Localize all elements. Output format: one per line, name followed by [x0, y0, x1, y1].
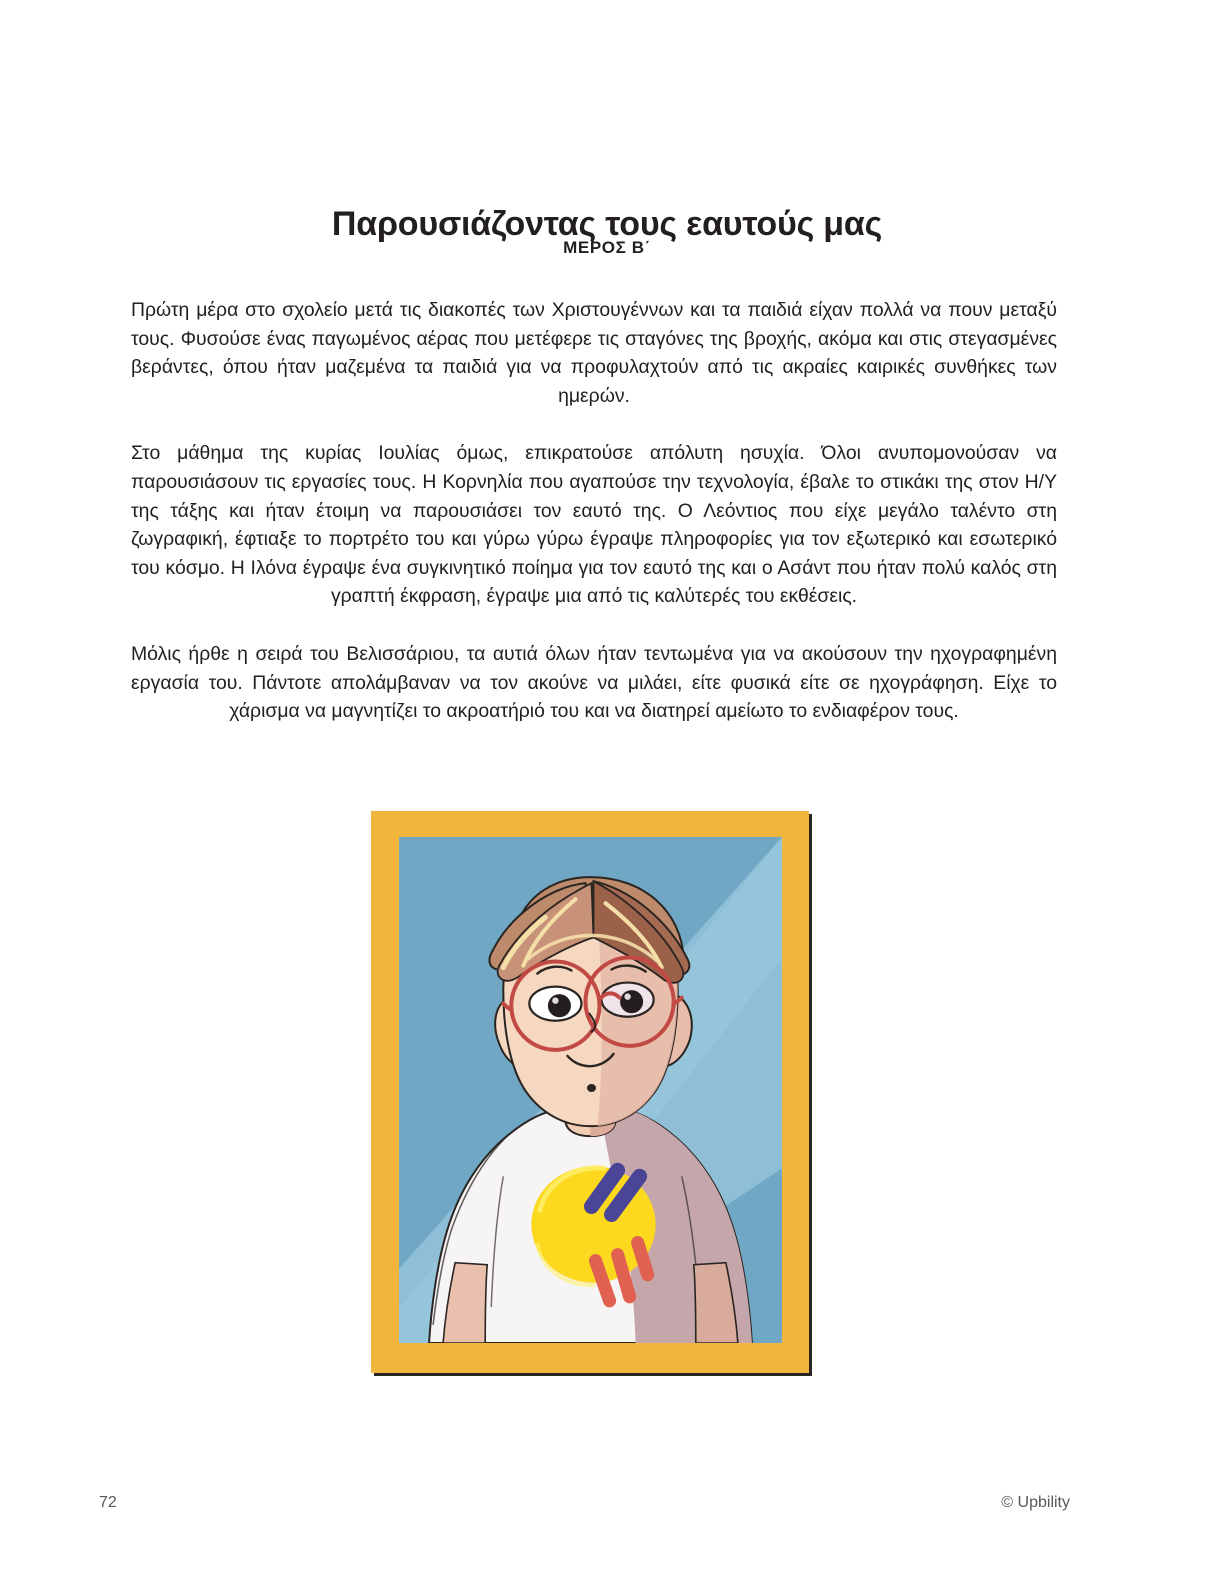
- boy-portrait-illustration: [399, 837, 782, 1343]
- illustration-framed-portrait: [371, 811, 809, 1373]
- picture-canvas: [399, 837, 782, 1343]
- picture-frame: [371, 811, 809, 1373]
- page-title: Παρουσιάζοντας τους εαυτούς μας: [331, 204, 883, 243]
- body-text: [131, 296, 1057, 726]
- page-subtitle: ΜΕΡΟΣ Β΄: [563, 238, 651, 257]
- paragraph: Μόλις ήρθε η σειρά του Βελισσάριου, τα αυτιά όλων ήταν τεντωμένα για να ακούσουν την ηχογραφημένη εργασία του. Πάντοτε απολάμβαναν να τον ακούνε να μιλάει, είτε φυσικά είτε σε ηχογράφηση. Είχε το χάρισμα να μαγνητίζει το ακροατήριό του και να διατηρεί αμείωτο το ενδιαφέρον τους.: [131, 642, 1057, 723]
- footer-page-number: 72: [99, 1494, 117, 1511]
- footer-copyright: © Upbility: [1001, 1494, 1070, 1511]
- paragraph: Στο μάθημα της κυρίας Ιουλίας όμως, επικρατούσε απόλυτη ησυχία. Όλοι ανυπομονούσαν να παρουσιάσουν τις εργασίες τους. Η Κορνηλία που αγαπούσε την τεχνολογία, έβαλε το στικάκι της στον Η/Υ της τάξης και ήταν έτοιμη να παρουσιάσει τον εαυτό της. Ο Λεόντιος που είχε μεγάλο ταλέντο στη ζωγραφική, έφτιαξε το πορτρέτο του και γύρω γύρω έγραψε πληροφορίες για τον εξωτερικό και εσωτερικό του κόσμο. Η Ιλόνα έγραψε ένα συγκινητικό ποίημα για τον εαυτό της και ο Ασάντ που ήταν πολύ καλός στη γραπτή έκφραση, έγραψε μια από τις καλύτερές του εκθέσεις.: [131, 442, 1057, 608]
- paragraph: Πρώτη μέρα στο σχολείο μετά τις διακοπές των Χριστουγέννων και τα παιδιά είχαν πολλά να πουν μεταξύ τους. Φυσούσε ένας παγωμένος αέρας που μετέφερε τις σταγόνες της βροχής, ακόμα και στις στεγασμένες βεράντες, όπου ήταν μαζεμένα τα παιδιά για να προφυλαχτούν από τις ακραίες καιρικές συνθήκες των ημερών.: [131, 299, 1057, 407]
